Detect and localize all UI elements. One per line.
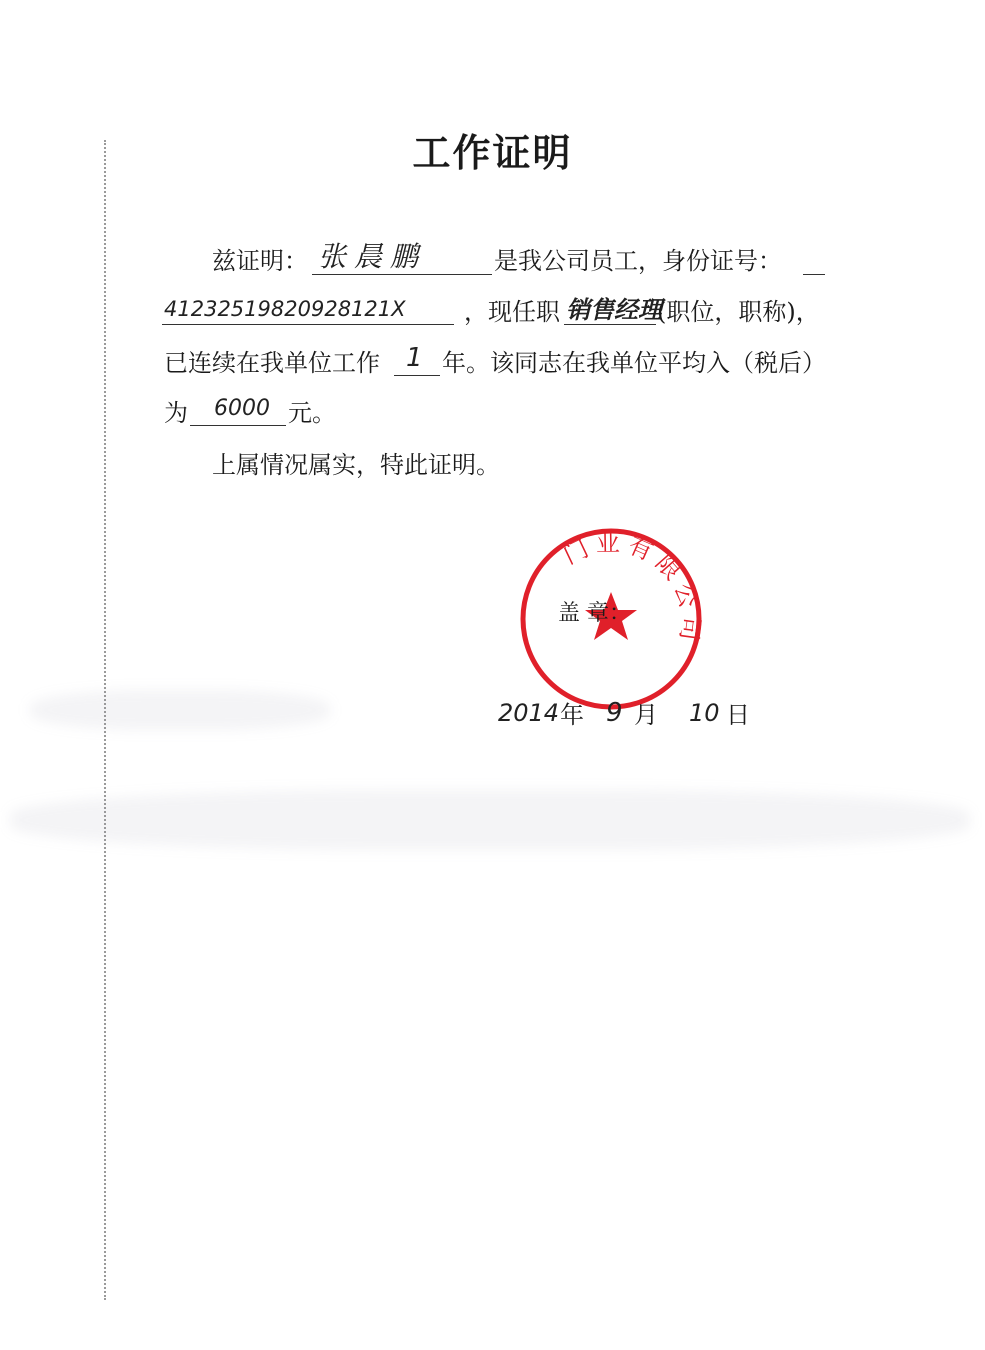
- document-title: 工作证明: [412, 130, 573, 175]
- position-title: 销售经理: [566, 296, 662, 324]
- id-underline: [162, 324, 454, 325]
- income-prefix: 为: [164, 399, 188, 427]
- seal-text: 门业有限公司: [559, 528, 706, 649]
- employee-statement: 是我公司员工，身份证号：: [494, 247, 782, 275]
- scan-smudge: [10, 790, 970, 850]
- income-suffix: 元。: [288, 399, 336, 427]
- id-number: 41232519820928121X: [164, 297, 406, 321]
- tenure-underline: [394, 375, 440, 376]
- tenure-prefix: 已连续在我单位工作: [164, 349, 380, 377]
- tenure-years: 1: [406, 343, 423, 373]
- date-year: 2014: [498, 699, 560, 727]
- position-underline: [564, 324, 656, 325]
- certify-label: 兹证明：: [212, 247, 308, 275]
- employee-name: 张晨鹏: [318, 240, 427, 273]
- scan-smudge: [30, 690, 330, 730]
- closing-statement: 上属情况属实，特此证明。: [212, 451, 500, 479]
- seal-label: 盖 章：: [558, 601, 631, 626]
- date-month-unit: 月: [634, 701, 658, 729]
- date-day-unit: 日: [726, 701, 750, 729]
- date-day: 10: [689, 699, 720, 727]
- tenure-suffix: 年。该同志在我单位平均入（税后）: [442, 349, 826, 377]
- date-month: 9: [606, 698, 623, 728]
- id-underline-start: [803, 274, 825, 275]
- income-underline: [190, 425, 286, 426]
- date-year-unit: 年: [560, 701, 584, 729]
- name-underline: [312, 274, 492, 275]
- income-amount: 6000: [214, 396, 270, 421]
- position-prefix: ，现任职: [464, 298, 560, 326]
- position-suffix: (职位，职称)，: [657, 298, 820, 326]
